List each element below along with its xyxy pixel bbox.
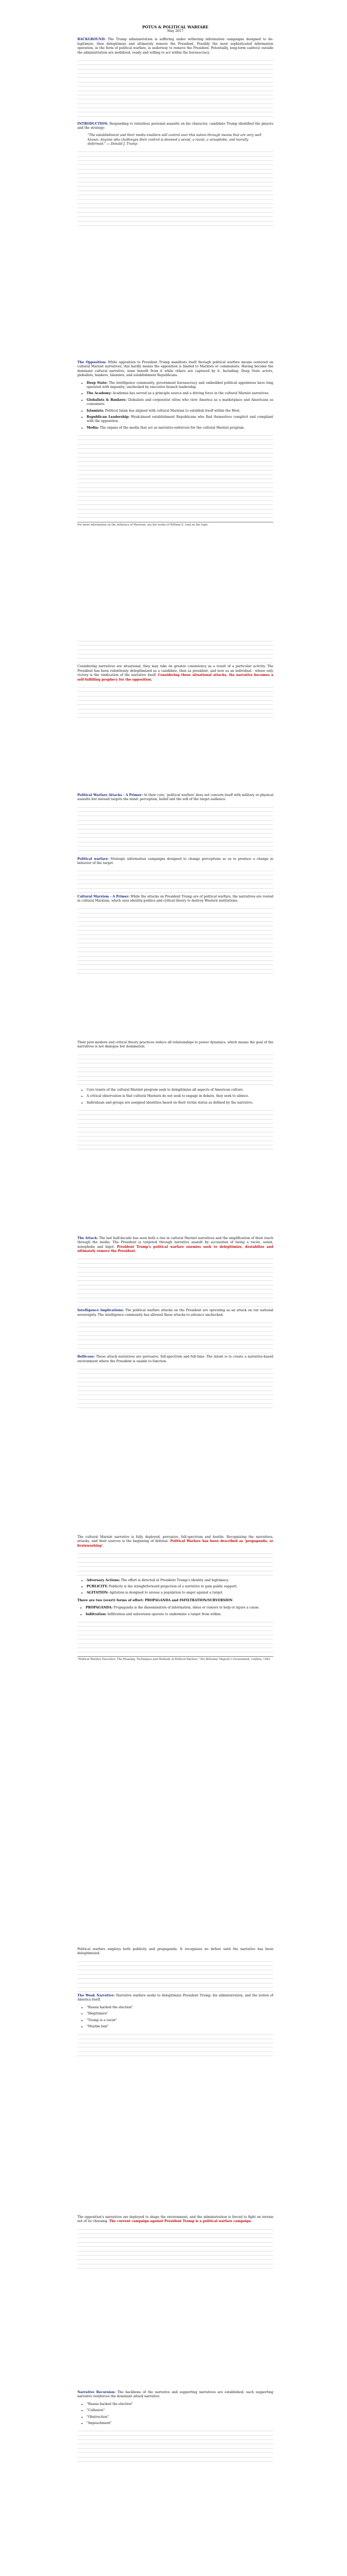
summary-highlight: Political Warfare has been described as 'propaganda, or brainwashing'. [77, 1539, 274, 1548]
trump-quote: "The establishment and their media enablers will control over this nation through means that are very well known. Anyone who challenges their control is deemed a sexist, a racist, a xenophobe, and morally deformed." ― Donald J. Trump [88, 133, 261, 146]
document-title: POTUS & POLITICAL WARFARE [142, 25, 209, 29]
list-item: • The Academy: Academia has served as a principle source and a driving force in the cultural Marxist narratives. [87, 392, 273, 396]
body-text-lines [77, 150, 273, 228]
body-text-lines [77, 2227, 273, 2270]
list-item: • "Russia hacked the election" [87, 2006, 273, 2010]
list-item: • "Impeachment" [87, 2421, 273, 2426]
body-text-lines [77, 685, 273, 720]
bellicose-paragraph: Bellicose: These attack narratives are pervasive, full-spectrum and full-time. The intent is to create a narrative-based environment where the President is unable to function. [77, 1355, 273, 1363]
weak-narrative-paragraph: The Weak Narrative: Narrative warfare seeks to delegitimize President Trump, his administration, and the notion of America itself. [77, 1993, 274, 2002]
body-text-lines [77, 869, 273, 894]
list-item: • "Collusion" [87, 2409, 273, 2413]
recursion-paragraph: Narrative Recursion: The backbone of the narrative and supporting narratives are established; each supporting narrative reinforces the dominant attack narrative. [77, 2391, 274, 2399]
intelligence-paragraph: Intelligence Implications: The political warfare attacks on the President are operating as an attack on our national sovereignty. The intelligence community has allowed these attacks to advance unchecked. [77, 1309, 273, 1317]
propaganda-subsection-title: There are two (overt) forms of effort: PROPAGANDA and INFILTRATION/SUBVERSION [77, 1598, 233, 1602]
body-text-lines [77, 1053, 273, 1087]
recursion-section [77, 2391, 273, 2464]
body-text-lines [77, 2429, 273, 2463]
footnote: For more information on the influence of Marxism, see the works of William S. Lind on the topic. [77, 522, 273, 527]
body-text-lines [77, 433, 273, 520]
defense-section [77, 1947, 273, 2058]
footnote: "Political Warfare Executive: The Meaning, Techniques and Methods of Political Warfare," His Britannic Majesty's Government, London, 1942. [77, 1656, 273, 1662]
summary-section [77, 1535, 273, 1666]
list-item: • PROPAGANDA: Propaganda is the dissemination of information, ideas or rumors to help or injure a cause. [86, 1606, 273, 1610]
body-text-lines [77, 1320, 273, 1355]
opposition-label: The Opposition: [77, 361, 107, 364]
body-text-lines [77, 58, 273, 118]
list-item: • "Obstruction" [87, 2415, 273, 2419]
introduction-text: Responding to relentless personal assaults on his character, candidate Trump identified the players and the strategy: [77, 122, 273, 130]
opposition-paragraph [77, 361, 273, 378]
body-text-lines [77, 1959, 273, 1994]
body-text-lines [77, 1620, 273, 1654]
defense-paragraph: Political warfare employs both publicity and propaganda. It recognizes no defeat until the narrative has been delegitimized. [77, 1947, 273, 1956]
body-text-lines [77, 639, 273, 665]
list-item: • Globalists & Bankers: Globalists and corporatist elites who view America as a marketplace and Americans as consumers. [87, 398, 273, 407]
actors-list [77, 381, 273, 431]
cultural-marxism-primer: Cultural Marxism - A Primer: While the attacks on President Trump are of political warfare, the narratives are rooted in cultural Marxism, which uses identity-politics and critical theory to destroy Western institutions. [77, 894, 273, 903]
deliver-paragraph: The opposition's narratives are deployed to shape the environment, and the administration is forced to fight on terrain not of its choosing. The current campaign against President Trump is a political warfare campaign. [77, 2215, 273, 2224]
propaganda-list [77, 1606, 273, 1617]
attack-paragraph: The Attack: The last half-decade has seen both a rise in cultural Marxist narratives and the amplification of their reach through the media. The President is targeted through narrative assault by accusation of being a racist, sexist, xenophobe and bigot. President Trump's political warfare enemies seek to delegitimize, destabilize and ultimately remove the President. [77, 1236, 273, 1253]
list-item: • "Muslim ban" [87, 2025, 273, 2029]
narratives-section [77, 1041, 273, 1151]
body-text-lines [77, 805, 273, 857]
list-item: • "Trump is a racist" [87, 2019, 273, 2023]
introduction-label: INTRODUCTION: [77, 122, 108, 126]
document-date: May 2017 [167, 29, 184, 33]
deliver-highlight: The current campaign against President Trump is a political warfare campaign. [109, 2219, 252, 2224]
summary-paragraph: The cultural Marxist narrative is fully deployed, pervasive, full-spectrum and hostile. Recognizing the narratives, attacks, and their sources is the beginning of defense. Political Warfare has been described as 'propaganda, or brainwashing'. [77, 1535, 274, 1548]
list-item: • Media: The organs of the media that act as narrative-enforcers for the cultural Marxist program. [87, 426, 273, 430]
list-item: • A critical observation is that cultural Marxists do not seek to engage in debate, they seek to silence. [87, 1094, 273, 1098]
body-text-lines [77, 906, 273, 975]
list-item: • Infiltration: Infiltration and subversion operate to undermine a target from within. [86, 1613, 273, 1617]
attack-section [77, 1236, 273, 1410]
intent-section [77, 639, 273, 720]
list-item: • Individuals and groups are assigned identities based on their victim status as defined by the narrative. [87, 1101, 273, 1105]
background-label: BACKGROUND: [77, 38, 106, 42]
body-text-lines [77, 2032, 273, 2058]
body-text-lines [77, 1108, 273, 1151]
list-item: • "Illegitimate" [87, 2012, 273, 2016]
opposition-text: While opposition to President Trump manifests itself through political warfare means centered on cultural Marxist narratives, this hardly means the opposition is limited to Marxists or communists. Having become the dominant cultural narrative, none benefit from it while others are captured by it. Including: Deep State actors, globalists, bankers, Islamists, and establishment Republicans. [77, 361, 274, 378]
deliver-section [77, 2215, 273, 2270]
document-header [77, 25, 273, 228]
list-item: • "Russia hacked the election" [87, 2402, 273, 2406]
opposition-section [77, 361, 273, 531]
recursion-list [77, 2402, 273, 2426]
list-item: • PUBLICITY: Publicity is the straightforward projection of a narrative to gain public support. [87, 1585, 273, 1589]
background-paragraph [77, 38, 273, 55]
narratives-paragraph: Their post-modern and critical theory practices reduce all relationships to power dynamics, which means the goal of the narratives is not dialogue but domination. [77, 1041, 273, 1049]
body-text-lines [77, 1367, 273, 1410]
body-text-lines [77, 1551, 273, 1577]
intent-highlight: Considering these situational attacks, the narrative becomes a self-fulfilling prophecy for the opposition. [77, 673, 273, 682]
intent-paragraph: Considering narratives are situational, they may take on greater consistency as a result of a particular activity. The President has been relentlessly delegitimized as a candidate, then as president, and now as an individual - whose only victory is the vindication of the narrative itself. Considering these situational attacks, the narrative becomes a self-fulfilling prophecy for the opposition. [77, 665, 273, 682]
warfare-primer-section [77, 793, 273, 976]
list-item: • Republican Leadership: Weak-kneed establishment Republicans who find themselves complicit and compliant with the opposition. [87, 415, 273, 424]
narratives-list [77, 1088, 273, 1105]
attack-highlight: President Trump's political warfare enemies seek to delegitimize, destabilize and ultimately remove the President. [77, 1245, 273, 1253]
list-item: • Core tenets of the cultural Marxist program seek to delegitimize all aspects of American culture. [87, 1088, 273, 1092]
list-item: • Deep State: The intelligence community, government bureaucracy and embedded political appointees have long operated with impunity; unchecked by executive branch leadership. [87, 381, 273, 390]
political-warfare-definition: Political warfare: Strategic information campaigns designed to change perceptions so as to produce a change in behavior of the target. [77, 857, 273, 865]
background-text: The Trump administration is suffering under withering information campaigns designed to de-legitimize, then delegitimize and ultimately remove the President. Possibly the most sophisticated information operation, in the form of political warfare, is underway to remove the President. Potentially, long-term cadre(s) outside the administration are mobilized, ready and willing to act within the bureaucracy. [77, 38, 274, 55]
weak-narrative-list [77, 2006, 273, 2029]
list-item: • AGITATION: Agitation is designed to arouse a population to anger against a target. [87, 1591, 273, 1595]
list-item: • Adversary Actions: The effort is directed at President Trump's identity and legitimacy. [87, 1579, 273, 1583]
introduction-paragraph [77, 122, 273, 131]
body-text-lines [77, 1257, 273, 1309]
warfare-primer-paragraph: Political Warfare Attacks - A Primer: At their core, 'political warfare' does not concern itself with military or physical assaults but instead targets the mind: perception, belief and the will of the target audience. [77, 793, 273, 802]
list-item: • Islamists: Political Islam has aligned with cultural Marxism to establish itself within the West. [87, 409, 273, 413]
tactics-list [77, 1579, 273, 1596]
